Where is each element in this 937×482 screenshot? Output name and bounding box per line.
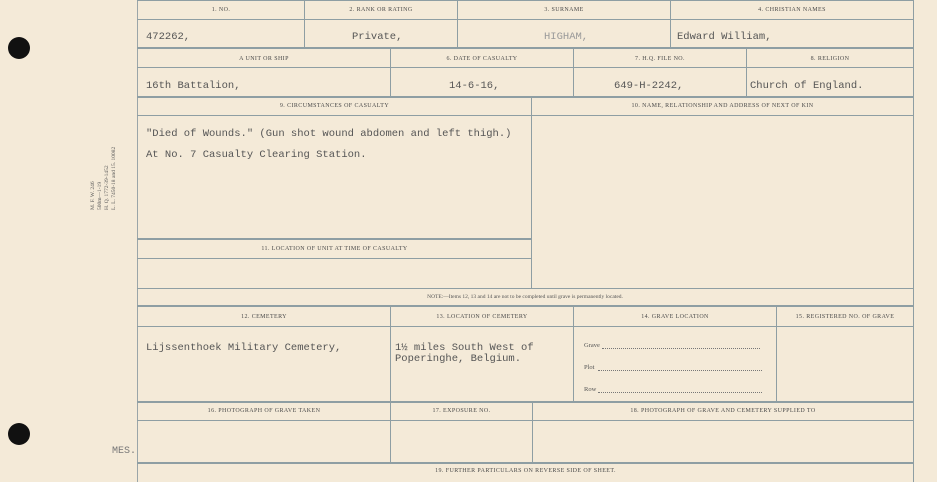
circumstances-line-2: At No. 7 Casualty Clearing Station. [146, 149, 367, 161]
form-identifier [90, 146, 118, 210]
rule [776, 307, 777, 401]
rule [137, 401, 914, 403]
date-of-casualty: 14-6-16, [449, 80, 500, 92]
header-cemetery: 12. CEMETERY [241, 314, 287, 320]
circumstances-line-1: "Died of Wounds." (Gun shot wound abdomen and left thigh.) [146, 128, 512, 140]
form-id-line-1: M. F. W. 246 [90, 181, 96, 210]
rule [137, 47, 914, 49]
plot-line [598, 370, 762, 371]
rule [137, 305, 914, 307]
header-file-no: 7. H.Q. FILE NO. [635, 56, 685, 62]
rule [913, 0, 914, 482]
note: NOTE:—Items 12, 13 and 14 are not to be completed until grave is permanently located. [427, 294, 623, 300]
header-grave-location: 14. GRAVE LOCATION [641, 314, 709, 320]
header-surname: 3. SURNAME [544, 7, 584, 13]
header-location-of-cemetery: 13. LOCATION OF CEMETERY [436, 314, 528, 320]
surname: HIGHAM, [544, 31, 589, 43]
grave-line [602, 348, 760, 349]
form-id-line-3: H. Q. 1772-39-1452 [104, 165, 110, 210]
cemetery-location-line-1: 1½ miles South West of [395, 342, 534, 354]
punch-hole-bottom [8, 423, 30, 445]
hq-file-number: 649-H-2242, [614, 80, 684, 92]
form-id-line-2: 500m—1-19 [97, 181, 103, 210]
header-exposure-no: 17. EXPOSURE NO. [432, 408, 491, 414]
header-location-of-unit: 11. LOCATION OF UNIT AT TIME OF CASUALTY [261, 246, 408, 252]
grave-label: Grave [584, 342, 600, 349]
cemetery-location-line-2: Poperinghe, Belgium. [395, 353, 522, 365]
margin-mark: MES. [112, 446, 137, 457]
header-religion: 8. RELIGION [810, 56, 850, 62]
rule [390, 307, 391, 401]
header-circumstances: 9. CIRCUMSTANCES OF CASUALTY [279, 103, 390, 109]
row-label: Row [584, 386, 597, 393]
row-line [598, 392, 762, 393]
rule [137, 19, 914, 20]
plot-label: Plot [584, 364, 595, 371]
header-date: 6. DATE OF CASUALTY [446, 56, 518, 62]
rule [531, 98, 532, 288]
rule [137, 67, 914, 68]
form-id-line-4: L. L. 7450-18 and 15. 10082 [111, 146, 117, 210]
rule [137, 420, 914, 421]
header-photograph-supplied: 18. PHOTOGRAPH OF GRAVE AND CEMETERY SUPPLIED TO [630, 408, 816, 414]
header-next-of-kin: 10. NAME, RELATIONSHIP AND ADDRESS OF NEXT OF KIN [631, 103, 814, 109]
rank: Private, [352, 31, 403, 43]
religion: Church of England. [750, 80, 864, 92]
header-christian-names: 4. CHRISTIAN NAMES [758, 7, 826, 13]
rule [137, 96, 914, 98]
header-rank: 2. RANK OR RATING [349, 7, 413, 13]
rule [137, 0, 914, 1]
header-photograph-taken: 16. PHOTOGRAPH OF GRAVE TAKEN [207, 408, 321, 414]
header-no: 1. NO. [211, 7, 231, 13]
header-registered-no: 15. REGISTERED NO. OF GRAVE [795, 314, 895, 320]
rule [137, 326, 914, 327]
rule [137, 462, 914, 464]
card-left-margin [0, 0, 138, 482]
cemetery: Lijssenthoek Military Cemetery, [146, 342, 342, 354]
rule [137, 288, 914, 289]
service-number: 472262, [146, 31, 191, 43]
christian-names: Edward William, [677, 31, 772, 43]
punch-hole-top [8, 37, 30, 59]
rule [573, 307, 574, 401]
rule [137, 115, 914, 116]
footer-note: 19. FURTHER PARTICULARS ON REVERSE SIDE OF SHEET. [435, 468, 616, 474]
unit: 16th Battalion, [146, 80, 241, 92]
header-unit: A UNIT OR SHIP [239, 56, 289, 62]
rule [137, 258, 531, 259]
rule [137, 238, 531, 240]
